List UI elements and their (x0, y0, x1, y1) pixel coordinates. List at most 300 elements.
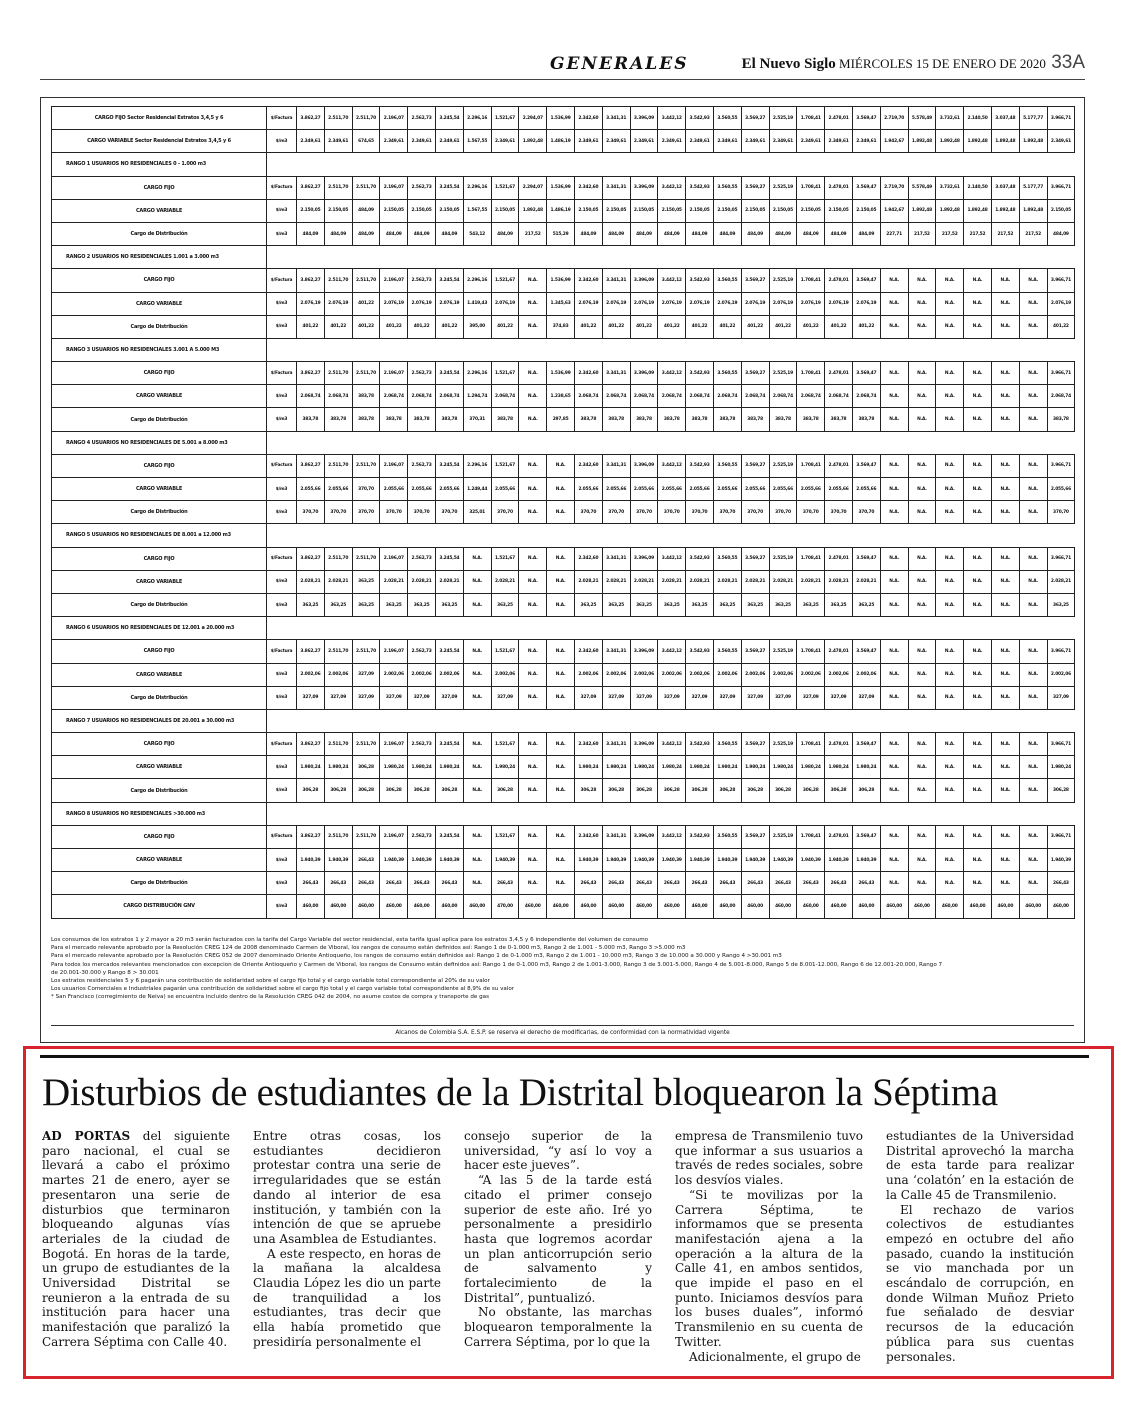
tariff-cell: 363,25 (352, 593, 380, 616)
tariff-row-unit: $/m3 (267, 756, 297, 779)
tariff-cell: 3.569,47 (852, 640, 880, 663)
tariff-cell: 484,09 (324, 222, 352, 245)
tariff-cell: 2.342,60 (574, 454, 602, 477)
tariff-cell: 484,09 (852, 222, 880, 245)
tariff-cell: 3.396,09 (630, 640, 658, 663)
tariff-cell: 3.569,47 (852, 107, 880, 130)
tariff-cell: 2.076,19 (797, 292, 825, 315)
tariff-cell: 2.028,21 (380, 570, 408, 593)
tariff-cell: 2.055,66 (574, 478, 602, 501)
tariff-cell: 401,22 (741, 315, 769, 338)
tariff-cell: 3.560,55 (713, 107, 741, 130)
tariff-cell: 1.980,24 (852, 756, 880, 779)
tariff-cell: 1.940,39 (574, 849, 602, 872)
tariff-cell: 3.245,54 (435, 547, 463, 570)
tariff-cell: 383,78 (769, 408, 797, 431)
tariff-cell: 2.068,74 (741, 385, 769, 408)
tariff-cell: 363,25 (741, 593, 769, 616)
tariff-cell: N.A. (519, 570, 547, 593)
tariff-cell: N.A. (964, 872, 992, 895)
tariff-cell: 3.569,47 (852, 825, 880, 848)
tariff-cell: 3.245,54 (435, 733, 463, 756)
tariff-cell: N.A. (519, 362, 547, 385)
tariff-cell: N.A. (1019, 663, 1047, 686)
tariff-cell: 3.442,12 (658, 547, 686, 570)
tariff-row-label: CARGO FIJO (52, 176, 267, 199)
tariff-cell: N.A. (1019, 547, 1047, 570)
tariff-cell: 5.578,49 (908, 176, 936, 199)
tariff-cell: 306,28 (297, 779, 325, 802)
tariff-cell: 2.511,70 (352, 176, 380, 199)
tariff-cell: 2.478,01 (825, 825, 853, 848)
tariff-cell: N.A. (519, 825, 547, 848)
tariff-cell: N.A. (1019, 315, 1047, 338)
tariff-cell: 484,09 (713, 222, 741, 245)
tariff-cell: 3.569,27 (741, 362, 769, 385)
tariff-row-label: CARGO FIJO (52, 362, 267, 385)
tariff-cell: N.A. (1019, 593, 1047, 616)
tariff-cell: 2.055,66 (797, 478, 825, 501)
tariff-row-label: Cargo de Distribución (52, 408, 267, 431)
tariff-cell: 2.349,61 (630, 130, 658, 153)
tariff-cell: N.A. (936, 849, 964, 872)
tariff-cell: 5.177,77 (1019, 176, 1047, 199)
tariff-cell: 2.076,19 (380, 292, 408, 315)
tariff-cell: 3.569,47 (852, 362, 880, 385)
tariff-cell: 363,25 (1047, 593, 1075, 616)
tariff-cell: 370,70 (380, 501, 408, 524)
tariff-cell: 2.150,05 (602, 199, 630, 222)
tariff-cell: 2.342,60 (574, 269, 602, 292)
tariff-cell: 266,43 (713, 872, 741, 895)
tariff-cell: N.A. (1019, 849, 1047, 872)
tariff-cell: 2.028,21 (435, 570, 463, 593)
tariff-cell: 3.569,47 (852, 733, 880, 756)
tariff-cell: 2.349,61 (380, 130, 408, 153)
tariff-cell: 484,09 (352, 199, 380, 222)
tariff-cell: 460,00 (574, 895, 602, 918)
tariff-cell: 2.055,66 (491, 478, 519, 501)
tariff-row-unit: $/m3 (267, 408, 297, 431)
news-article (23, 1046, 1114, 1379)
tariff-cell: 2.076,19 (574, 292, 602, 315)
tariff-cell: 327,09 (491, 686, 519, 709)
tariff-cell: N.A. (1019, 686, 1047, 709)
tariff-cell: 266,43 (602, 872, 630, 895)
tariff-cell: 3.560,55 (713, 176, 741, 199)
tariff-cell: 363,25 (658, 593, 686, 616)
tariff-cell: N.A. (1019, 825, 1047, 848)
tariff-cell: 2.349,61 (602, 130, 630, 153)
tariff-cell: 1.980,24 (769, 756, 797, 779)
page-number: 33A (1051, 52, 1085, 73)
tariff-cell: 401,22 (852, 315, 880, 338)
tariff-cell: 484,09 (825, 222, 853, 245)
tariff-cell: 3.560,55 (713, 362, 741, 385)
tariff-cell: N.A. (519, 501, 547, 524)
tariff-cell: N.A. (936, 640, 964, 663)
tariff-cell: 460,00 (380, 895, 408, 918)
tariff-cell: 370,70 (491, 501, 519, 524)
tariff-cell: N.A. (991, 849, 1019, 872)
tariff-cell: 3.341,31 (602, 176, 630, 199)
tariff-cell: 1.940,39 (408, 849, 436, 872)
tariff-cell: 3.542,93 (686, 176, 714, 199)
tariff-cell: N.A. (547, 779, 575, 802)
tariff-cell: 2.150,05 (852, 199, 880, 222)
tariff-cell: 2.349,61 (741, 130, 769, 153)
tariff-cell: 266,43 (630, 872, 658, 895)
tariff-cell: 2.511,70 (352, 640, 380, 663)
tariff-cell: 460,00 (686, 895, 714, 918)
tariff-cell: 266,43 (769, 872, 797, 895)
tariff-section-row (52, 246, 1075, 269)
tariff-section-row (52, 431, 1075, 454)
tariff-cell: 370,70 (741, 501, 769, 524)
tariff-cell: 460,00 (936, 895, 964, 918)
tariff-cell: 2.478,01 (825, 454, 853, 477)
tariff-cell: 2.294,07 (519, 107, 547, 130)
tariff-cell: 3.966,71 (1047, 269, 1075, 292)
tariff-cell: 370,70 (1047, 501, 1075, 524)
tariff-cell: N.A. (991, 547, 1019, 570)
tariff-row-label: Cargo de Distribución (52, 593, 267, 616)
article-paragraph: El rechazo de varios colectivos de estudiantes empezó en octubre del año pasado, cuando la institución se vio manchada por un escándalo de corrupción, en donde Wilman Muñoz Prieto fue señalado de desviar recursos de la educación pública para sus cuentas personales. (886, 1202, 1074, 1364)
tariff-cell: 460,00 (741, 895, 769, 918)
tariff-cell: 484,09 (686, 222, 714, 245)
tariff-cell: 2.068,74 (408, 385, 436, 408)
tariff-row (52, 454, 1075, 477)
tariff-section-label: RANGO 4 USUARIOS NO RESIDENCIALES DE 5.001 a 8.000 m3 (52, 431, 267, 454)
tariff-cell: 3.245,54 (435, 825, 463, 848)
tariff-cell: 327,09 (574, 686, 602, 709)
tariff-cell: 1.892,48 (991, 130, 1019, 153)
tariff-cell: 1.892,48 (1019, 199, 1047, 222)
tariff-cell: 2.002,06 (741, 663, 769, 686)
tariff-cell: 460,00 (602, 895, 630, 918)
tariff-note-line: Para el mercado relevante aprobado por la Resolución CREG 124 de 2008 denominado Carmen de Viboral, los rangos de consumo están definidos así: Rango 1 de 0-1.000 m3, Rango 2 de 1.001 - 5.000 m3, Rango 3 >5.000 m3 (51, 945, 686, 952)
tariff-cell: 1.980,24 (408, 756, 436, 779)
tariff-cell: 2.349,61 (435, 130, 463, 153)
tariff-cell: 2.150,05 (435, 199, 463, 222)
tariff-cell: 363,25 (574, 593, 602, 616)
tariff-row (52, 547, 1075, 570)
tariff-cell: 3.245,54 (435, 176, 463, 199)
tariff-cell: N.A. (1019, 478, 1047, 501)
tariff-cell: 2.511,70 (324, 107, 352, 130)
tariff-cell: N.A. (463, 849, 491, 872)
tariff-cell: 484,09 (574, 222, 602, 245)
tariff-cell: N.A. (908, 269, 936, 292)
tariff-cell: 2.525,19 (769, 825, 797, 848)
tariff-cell: 3.396,09 (630, 547, 658, 570)
tariff-cell: 266,43 (658, 872, 686, 895)
tariff-note-line: * San Francisco (corregimiento de Neiva) se encuentra incluido dentro de la Resolución CREG 042 de 2004, no asume costos de compra y transporte de gas (51, 994, 490, 1001)
tariff-cell: N.A. (547, 593, 575, 616)
tariff-cell: N.A. (880, 547, 908, 570)
tariff-cell: 2.342,60 (574, 640, 602, 663)
tariff-cell: N.A. (908, 385, 936, 408)
tariff-cell: 2.150,05 (630, 199, 658, 222)
tariff-cell: N.A. (936, 733, 964, 756)
tariff-cell: N.A. (547, 478, 575, 501)
tariff-cell: 363,25 (686, 593, 714, 616)
tariff-cell: 2.525,19 (769, 733, 797, 756)
tariff-cell: N.A. (964, 385, 992, 408)
tariff-row-unit: $/m3 (267, 663, 297, 686)
tariff-section-spacer (267, 338, 1075, 361)
tariff-cell: N.A. (991, 385, 1019, 408)
page-header (40, 50, 1085, 80)
tariff-cell: 3.862,27 (297, 269, 325, 292)
tariff-cell: 3.966,71 (1047, 733, 1075, 756)
tariff-cell: 2.150,05 (1047, 199, 1075, 222)
tariff-cell: 2.150,05 (797, 199, 825, 222)
tariff-cell: 3.966,71 (1047, 362, 1075, 385)
tariff-cell: 3.396,09 (630, 107, 658, 130)
tariff-cell: 2.150,05 (713, 199, 741, 222)
tariff-cell: 1.980,24 (380, 756, 408, 779)
tariff-cell: 1.940,39 (797, 849, 825, 872)
tariff-row (52, 756, 1075, 779)
tariff-cell: 3.569,47 (852, 176, 880, 199)
tariff-cell: 2.055,66 (769, 478, 797, 501)
tariff-cell: 1.980,24 (658, 756, 686, 779)
tariff-cell: N.A. (463, 570, 491, 593)
tariff-cell: 1.892,48 (964, 130, 992, 153)
tariff-cell: 2.349,61 (658, 130, 686, 153)
tariff-cell: 1.980,24 (435, 756, 463, 779)
tariff-cell: N.A. (964, 779, 992, 802)
tariff-cell: 2.068,74 (297, 385, 325, 408)
tariff-cell: 2.511,70 (352, 547, 380, 570)
tariff-cell: N.A. (936, 292, 964, 315)
tariff-row-unit: $/Factura (267, 362, 297, 385)
tariff-cell: N.A. (936, 315, 964, 338)
tariff-cell: N.A. (1019, 385, 1047, 408)
tariff-cell: 370,70 (852, 501, 880, 524)
tariff-cell: 401,22 (769, 315, 797, 338)
tariff-cell: 3.341,31 (602, 547, 630, 570)
tariff-cell: N.A. (519, 640, 547, 663)
tariff-cell: 383,78 (408, 408, 436, 431)
tariff-cell: N.A. (991, 478, 1019, 501)
tariff-cell: 363,25 (380, 593, 408, 616)
tariff-cell: 2.562,73 (408, 825, 436, 848)
tariff-cell: 2.196,07 (380, 733, 408, 756)
tariff-cell: N.A. (991, 640, 1019, 663)
tariff-cell: 2.076,19 (408, 292, 436, 315)
tariff-cell: 2.478,01 (825, 107, 853, 130)
tariff-cell: 370,70 (825, 501, 853, 524)
tariff-cell: 3.341,31 (602, 733, 630, 756)
tariff-cell: 363,25 (713, 593, 741, 616)
tariff-cell: 327,09 (435, 686, 463, 709)
tariff-cell: 2.562,73 (408, 176, 436, 199)
tariff-cell: N.A. (964, 849, 992, 872)
tariff-row-unit: $/m3 (267, 199, 297, 222)
tariff-cell: N.A. (519, 756, 547, 779)
tariff-cell: 3.862,27 (297, 176, 325, 199)
tariff-row-unit: $/Factura (267, 454, 297, 477)
tariff-cell: 327,09 (352, 686, 380, 709)
tariff-cell: N.A. (519, 779, 547, 802)
tariff-cell: 484,09 (658, 222, 686, 245)
tariff-cell: 1.521,67 (491, 547, 519, 570)
tariff-cell: 2.002,06 (769, 663, 797, 686)
tariff-row-label: CARGO FIJO (52, 454, 267, 477)
tariff-row-unit: $/Factura (267, 640, 297, 663)
tariff-cell: 2.076,19 (1047, 292, 1075, 315)
tariff-cell: 2.525,19 (769, 269, 797, 292)
tariff-cell: 3.396,09 (630, 176, 658, 199)
tariff-cell: 1.521,67 (491, 825, 519, 848)
tariff-cell: 2.196,07 (380, 454, 408, 477)
tariff-cell: 3.245,54 (435, 107, 463, 130)
tariff-cell: 401,22 (1047, 315, 1075, 338)
tariff-cell: 266,43 (435, 872, 463, 895)
tariff-cell: 3.442,12 (658, 362, 686, 385)
tariff-cell: 484,09 (380, 222, 408, 245)
tariff-row (52, 222, 1075, 245)
tariff-cell: 266,43 (297, 872, 325, 895)
tariff-cell: N.A. (936, 593, 964, 616)
tariff-row-label: CARGO VARIABLE (52, 849, 267, 872)
tariff-cell: 1.486,19 (547, 130, 575, 153)
tariff-cell: N.A. (964, 362, 992, 385)
tariff-row-label: CARGO VARIABLE (52, 570, 267, 593)
tariff-cell: 395,00 (463, 315, 491, 338)
tariff-cell: N.A. (519, 478, 547, 501)
tariff-cell: 460,00 (324, 895, 352, 918)
tariff-cell: 2.349,61 (574, 130, 602, 153)
tariff-row-label: CARGO FIJO (52, 825, 267, 848)
tariff-cell: 1.980,24 (1047, 756, 1075, 779)
tariff-cell: 1.249,44 (463, 478, 491, 501)
tariff-cell: 2.076,19 (686, 292, 714, 315)
tariff-cell: 327,09 (352, 663, 380, 686)
tariff-cell: N.A. (936, 547, 964, 570)
tariff-cell: 370,70 (408, 501, 436, 524)
tariff-cell: N.A. (964, 292, 992, 315)
tariff-cell: 370,70 (630, 501, 658, 524)
tariff-cell: N.A. (1019, 872, 1047, 895)
tariff-cell: 401,22 (602, 315, 630, 338)
tariff-cell: 1.980,24 (324, 756, 352, 779)
tariff-cell: N.A. (991, 570, 1019, 593)
tariff-section-row (52, 617, 1075, 640)
tariff-cell: 1.892,48 (908, 199, 936, 222)
tariff-cell: N.A. (936, 570, 964, 593)
tariff-cell: 2.511,70 (352, 269, 380, 292)
tariff-cell: N.A. (463, 779, 491, 802)
headline-rule (40, 1055, 1089, 1058)
tariff-cell: 383,78 (1047, 408, 1075, 431)
tariff-cell: 460,00 (908, 895, 936, 918)
tariff-cell: 1.980,24 (491, 756, 519, 779)
tariff-cell: N.A. (991, 872, 1019, 895)
tariff-row (52, 825, 1075, 848)
tariff-row (52, 292, 1075, 315)
tariff-cell: 2.511,70 (352, 733, 380, 756)
tariff-cell: 370,70 (352, 478, 380, 501)
tariff-cell: 1.940,39 (852, 849, 880, 872)
tariff-cell: 306,28 (741, 779, 769, 802)
tariff-cell: 3.569,27 (741, 733, 769, 756)
tariff-row-unit: $/m3 (267, 570, 297, 593)
tariff-cell: 3.245,54 (435, 362, 463, 385)
tariff-cell: N.A. (880, 663, 908, 686)
tariff-cell: 3.560,55 (713, 269, 741, 292)
tariff-cell: 383,78 (852, 408, 880, 431)
tariff-cell: 266,43 (352, 849, 380, 872)
tariff-cell: 1.708,41 (797, 454, 825, 477)
tariff-cell: N.A. (519, 593, 547, 616)
tariff-cell: 2.002,06 (435, 663, 463, 686)
tariff-cell: N.A. (880, 779, 908, 802)
tariff-cell: 2.002,06 (574, 663, 602, 686)
tariff-cell: 2.002,06 (297, 663, 325, 686)
tariff-cell: N.A. (519, 315, 547, 338)
tariff-cell: 1.708,41 (797, 640, 825, 663)
tariff-cell: 2.478,01 (825, 640, 853, 663)
tariff-cell: 3.442,12 (658, 454, 686, 477)
tariff-cell: 327,09 (380, 686, 408, 709)
article-paragraph: No obstante, las marchas bloquearon temporalmente la Carrera Séptima, por lo que la (464, 1305, 652, 1349)
tariff-row-label: CARGO VARIABLE (52, 478, 267, 501)
tariff-cell: 363,25 (602, 593, 630, 616)
tariff-cell: 363,25 (352, 570, 380, 593)
tariff-row-label: CARGO DISTRIBUCIÓN GNV (52, 895, 267, 918)
tariff-cell: 460,00 (435, 895, 463, 918)
tariff-cell: 2.511,70 (324, 269, 352, 292)
tariff-cell: 3.560,55 (713, 733, 741, 756)
tariff-cell: 460,00 (1047, 895, 1075, 918)
tariff-cell: 217,52 (908, 222, 936, 245)
tariff-cell: 2.068,74 (713, 385, 741, 408)
tariff-cell: 217,52 (519, 222, 547, 245)
tariff-cell: 2.076,19 (769, 292, 797, 315)
tariff-row (52, 269, 1075, 292)
tariff-notes (51, 936, 1074, 1002)
tariff-cell: 460,00 (408, 895, 436, 918)
tariff-cell: 2.342,60 (574, 733, 602, 756)
tariff-cell: N.A. (1019, 292, 1047, 315)
tariff-cell: N.A. (936, 663, 964, 686)
tariff-cell: 266,43 (686, 872, 714, 895)
tariff-cell: N.A. (991, 315, 1019, 338)
tariff-cell: 383,78 (491, 408, 519, 431)
tariff-cell: 2.002,06 (797, 663, 825, 686)
tariff-cell: 2.719,70 (880, 107, 908, 130)
tariff-cell: 1.892,48 (936, 130, 964, 153)
tariff-section-spacer (267, 153, 1075, 176)
tariff-cell: N.A. (991, 779, 1019, 802)
tariff-section-label: RANGO 7 USUARIOS NO RESIDENCIALES DE 20.001 a 30.000 m3 (52, 709, 267, 732)
tariff-cell: 266,43 (324, 872, 352, 895)
tariff-cell: 2.562,73 (408, 547, 436, 570)
tariff-cell: 370,31 (463, 408, 491, 431)
tariff-cell: 327,09 (825, 686, 853, 709)
tariff-cell: 1.980,24 (797, 756, 825, 779)
tariff-cell: 383,78 (686, 408, 714, 431)
tariff-cell: 3.396,09 (630, 454, 658, 477)
tariff-cell: N.A. (1019, 501, 1047, 524)
tariff-cell: N.A. (519, 663, 547, 686)
tariff-section-row (52, 709, 1075, 732)
tariff-cell: 1.940,39 (741, 849, 769, 872)
tariff-cell: 2.055,66 (435, 478, 463, 501)
